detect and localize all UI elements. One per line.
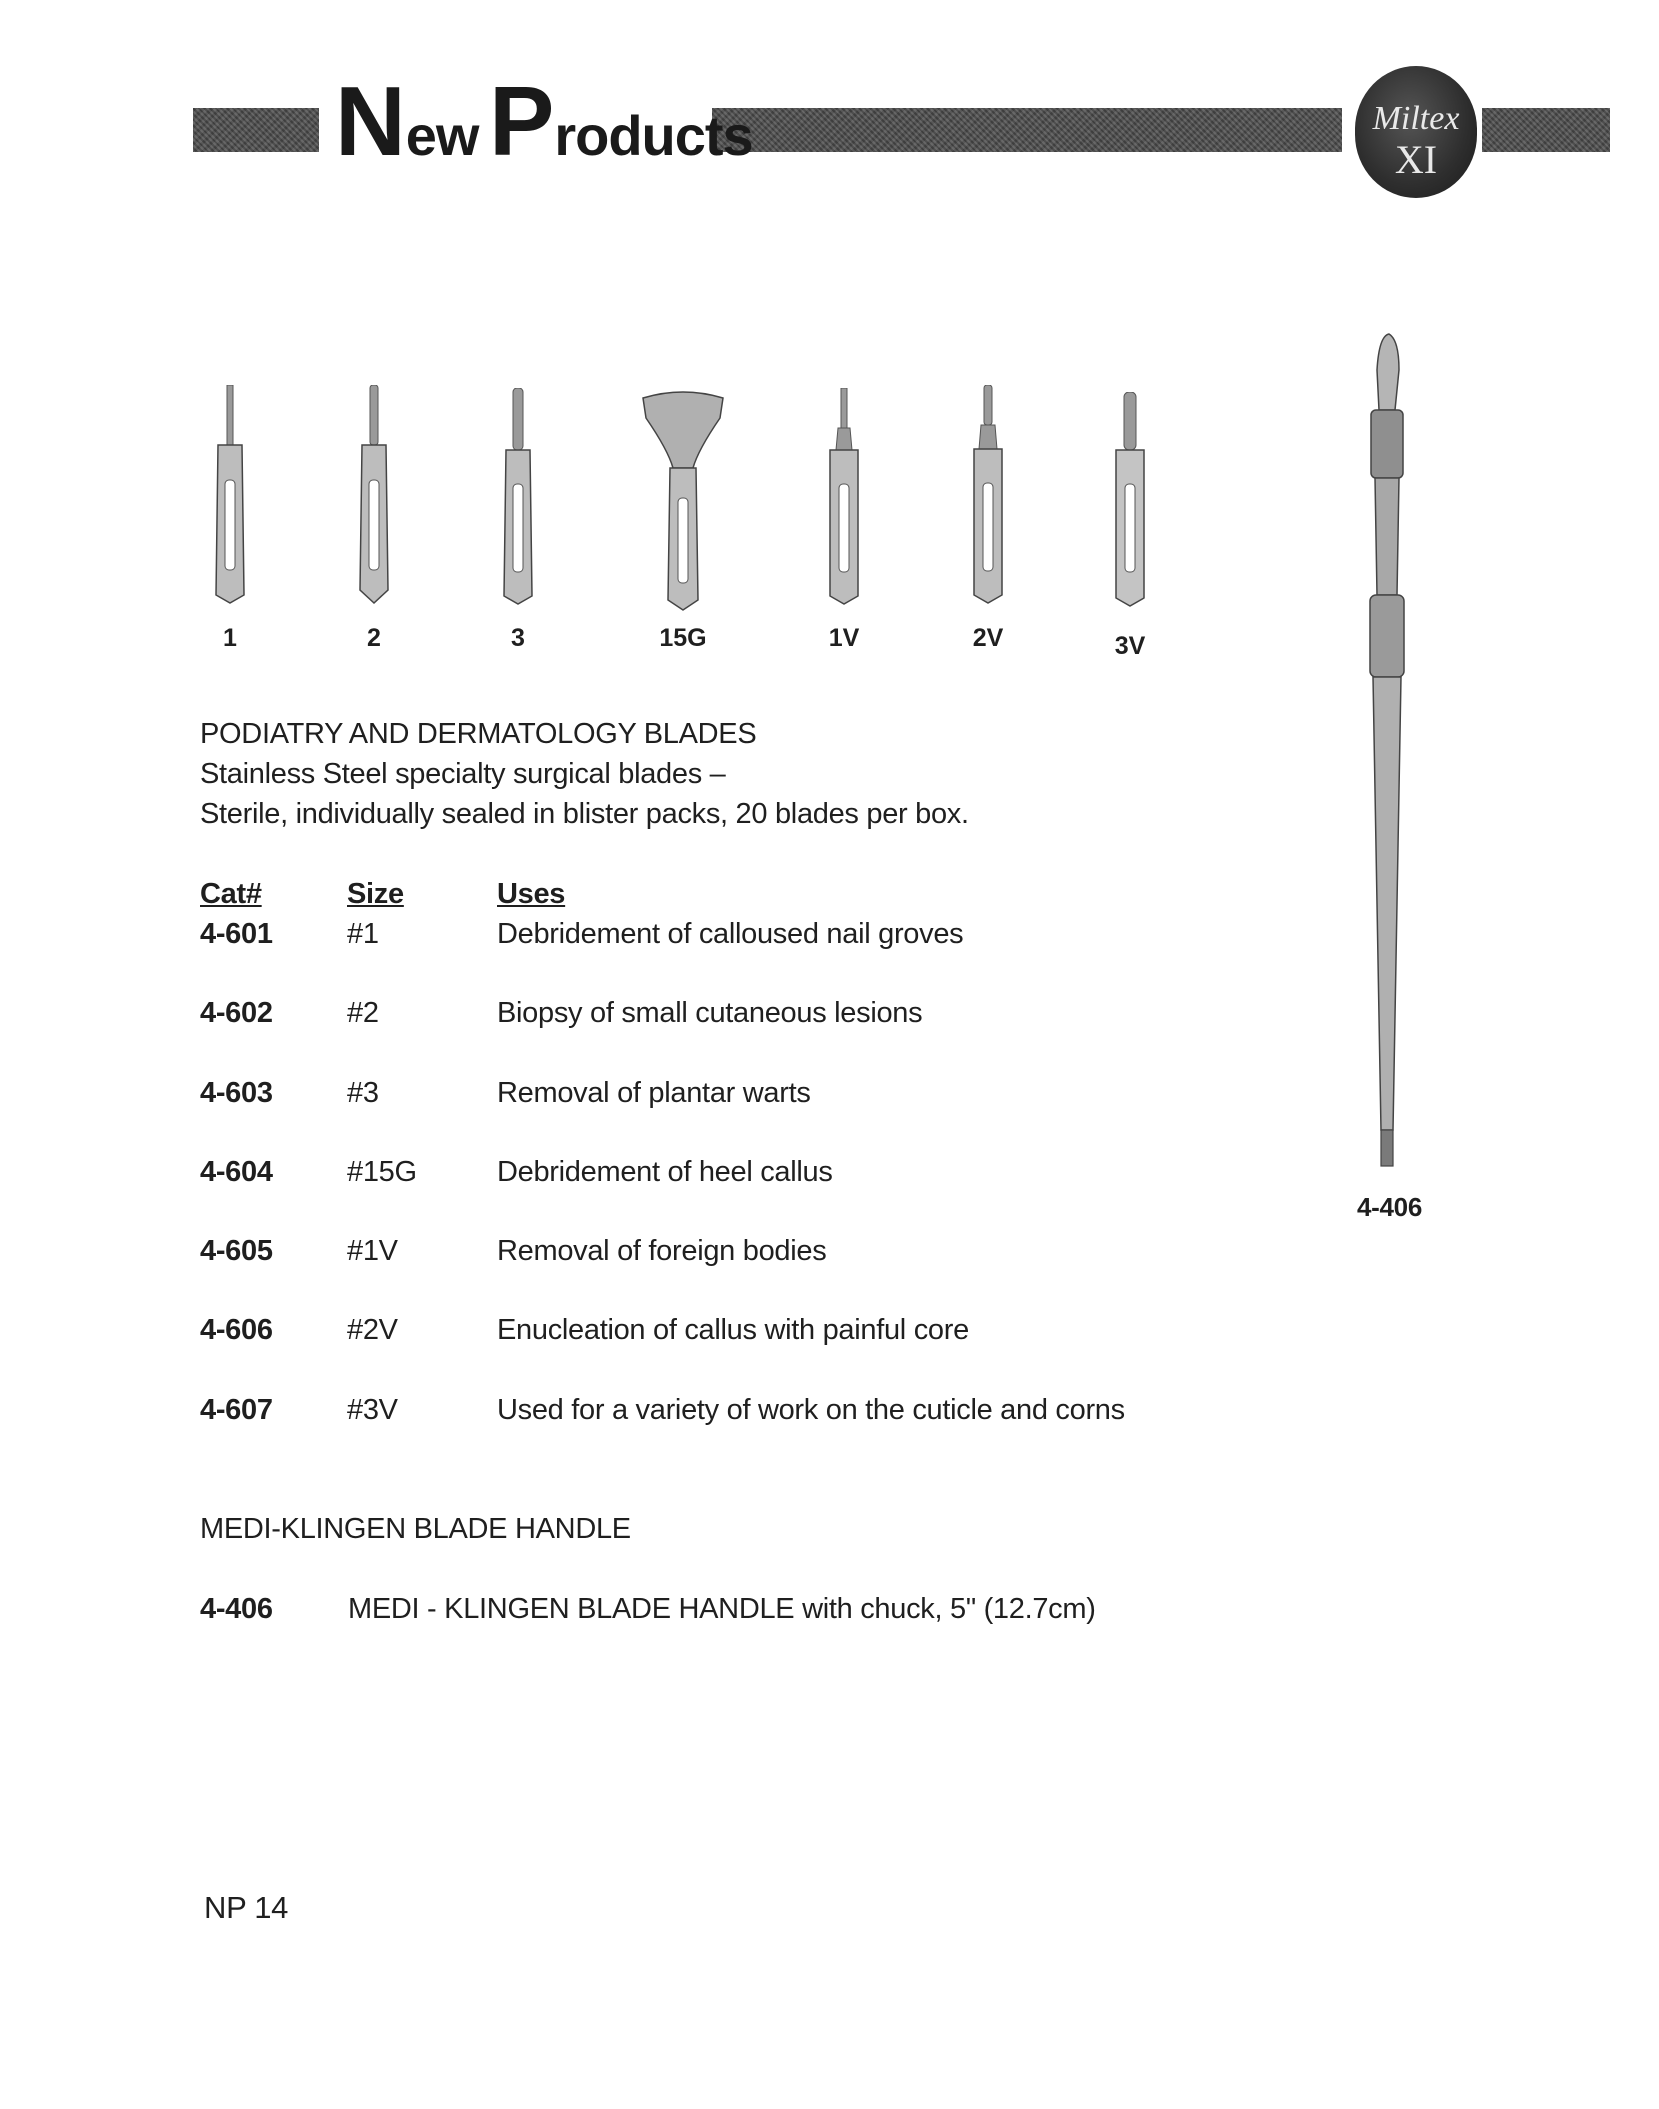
column-header-uses: Uses xyxy=(497,878,566,910)
page-title: New Products xyxy=(335,66,753,176)
blade-3-illustration xyxy=(498,388,538,608)
section-heading-handle: MEDI-KLINGEN BLADE HANDLE xyxy=(200,1513,631,1545)
blade-3v-illustration xyxy=(1110,392,1150,612)
blade-label: 3 xyxy=(511,624,525,652)
column-header-size: Size xyxy=(347,878,404,910)
blade-1-illustration xyxy=(210,385,250,605)
row-cat: 4-604 xyxy=(200,1156,273,1188)
row-cat: 4-607 xyxy=(200,1394,273,1426)
blade-label: 2 xyxy=(367,624,381,652)
row-use: Debridement of calloused nail groves xyxy=(497,918,964,950)
blade-label: 15G xyxy=(659,624,707,652)
blade-label: 1 xyxy=(223,624,237,652)
section-heading-blades: PODIATRY AND DERMATOLOGY BLADES xyxy=(200,718,757,750)
column-header-cat: Cat# xyxy=(200,878,262,910)
row-use: Debridement of heel callus xyxy=(497,1156,833,1188)
section-description-line-1: Stainless Steel specialty surgical blades – xyxy=(200,758,726,790)
row-cat: 4-605 xyxy=(200,1235,273,1267)
blade-1v-illustration xyxy=(824,388,864,608)
logo-text-line-1: Miltex xyxy=(1372,100,1460,137)
row-size: #2V xyxy=(347,1314,398,1346)
blade-label: 2V xyxy=(972,624,1004,652)
blade-label: 1V xyxy=(828,624,860,652)
header-bar-middle xyxy=(712,108,1342,152)
row-use: Biopsy of small cutaneous lesions xyxy=(497,997,923,1029)
blade-label: 3V xyxy=(1114,632,1146,660)
page-number: NP 14 xyxy=(204,1890,289,1925)
blade-15g-illustration xyxy=(638,388,728,613)
row-use: Used for a variety of work on the cuticle and corns xyxy=(497,1394,1125,1426)
handle-catalog-label: 4-406 xyxy=(1357,1192,1422,1222)
section-description-line-2: Sterile, individually sealed in blister packs, 20 blades per box. xyxy=(200,798,969,830)
blade-2-illustration xyxy=(354,385,394,605)
blade-2v-illustration xyxy=(968,385,1008,607)
row-size: #1 xyxy=(347,918,379,950)
row-use: Removal of foreign bodies xyxy=(497,1235,827,1267)
handle-catalog-number: 4-406 xyxy=(200,1593,273,1625)
row-size: #3V xyxy=(347,1394,398,1426)
blade-handle-illustration xyxy=(1355,330,1415,1175)
row-size: #2 xyxy=(347,997,379,1029)
row-size: #3 xyxy=(347,1077,379,1109)
row-cat: 4-602 xyxy=(200,997,273,1029)
row-cat: 4-603 xyxy=(200,1077,273,1109)
brand-logo xyxy=(1355,66,1477,198)
handle-description: MEDI - KLINGEN BLADE HANDLE with chuck, 5" (12.7cm) xyxy=(348,1593,1096,1625)
row-use: Enucleation of callus with painful core xyxy=(497,1314,969,1346)
header-bar-left xyxy=(193,108,319,152)
header-bar-right xyxy=(1482,108,1610,152)
row-use: Removal of plantar warts xyxy=(497,1077,811,1109)
row-cat: 4-606 xyxy=(200,1314,273,1346)
logo-text-line-2: XI xyxy=(1394,137,1438,182)
row-cat: 4-601 xyxy=(200,918,273,950)
row-size: #15G xyxy=(347,1156,417,1188)
row-size: #1V xyxy=(347,1235,398,1267)
